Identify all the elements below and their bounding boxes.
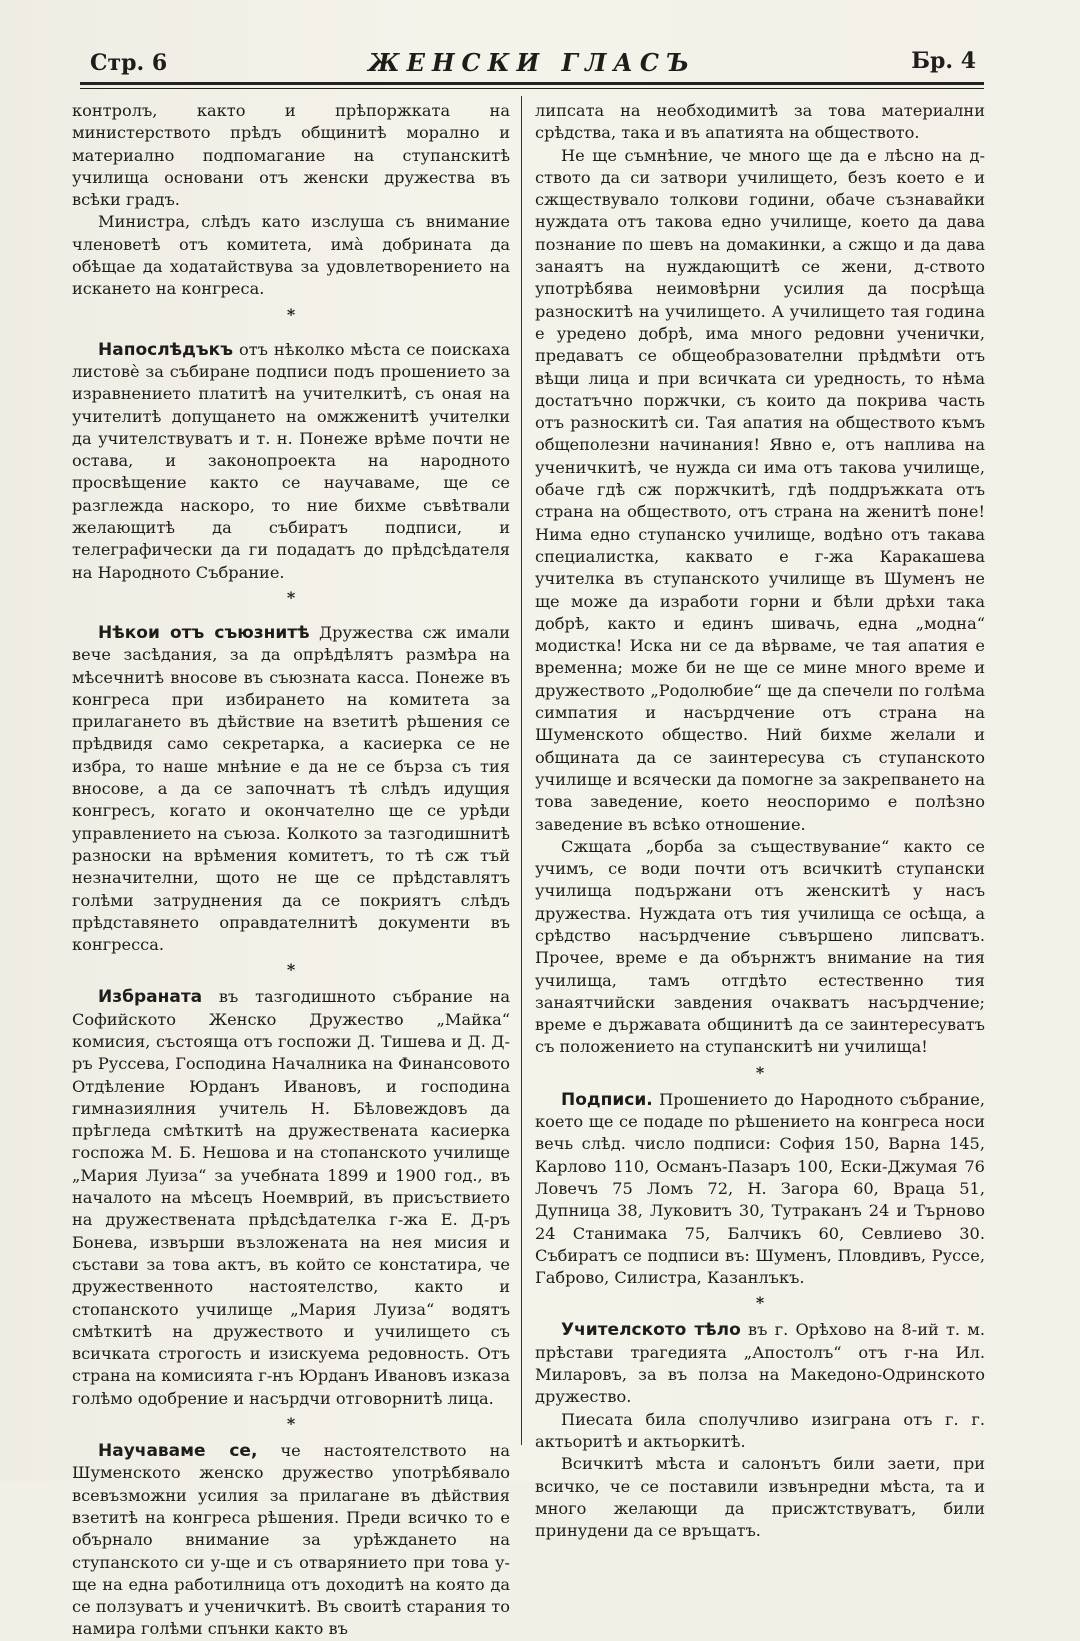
article-text: отъ нѣколко мѣста се поискаха листовѐ за събиране подписи подъ прошението за изравнението платитѣ на учителкитѣ, съ оная на учителитѣ допущането на омжженитѣ учителки да учителствуватъ и т. н. Понеже врѣме почти не остава, и законопроекта на народното просвѣщение както се научаваме, ще се разглежда наскоро, то ние бихме съвѣтвали желающитѣ да събиратъ подписи, и телеграфически да ги подадатъ до прѣдсѣдателя на Народното Събрание. xyxy=(72,339,510,582)
issue-number: Бр. 4 xyxy=(911,48,976,74)
paragraph: Пиесата била сполучливо изиграна отъ г. г. актьоритѣ и актьоркитѣ. xyxy=(535,1409,985,1451)
article-text: че настоятелството на Шуменското женско дружество употрѣбявало всевъзможни усилия за прилагане въ дѣйствия взетитѣ на конгреса рѣшения. Преди всичко то е обърнало внимание за урѣждането на ступанското си у-ще и съ отварянието при това у-ще на една работилница отъ доходитѣ на която да се ползуватъ и ученичкитѣ. Въ своитѣ старания то намира голѣми спънки както въ xyxy=(72,1441,511,1639)
page-number: Стр. 6 xyxy=(90,50,168,76)
article-text: въ г. Орѣхово на 8-ий т. м. прѣстави трагедията „Апостолъ“ отъ г-на Ил. Миларовъ, за въ полза на Македоно-Одринското дружество. xyxy=(535,1320,986,1407)
article-izbranata xyxy=(72,986,510,1410)
column-divider xyxy=(521,96,522,1445)
section-separator: * xyxy=(755,1293,765,1313)
left-column xyxy=(72,100,511,1639)
article-lead: Нѣкои отъ съюзнитѣ xyxy=(98,622,310,643)
article-lead: Избраната xyxy=(98,987,203,1008)
section-separator: * xyxy=(286,1414,296,1434)
paragraph: контролъ, както и прѣпоржката на министерството прѣдъ общинитѣ морално и материално подпомагание на ступанскитѣ училища основани отъ женски дружества въ всѣки градъ. xyxy=(72,101,510,210)
right-column xyxy=(535,100,986,1541)
article-lead: Научаваме се, xyxy=(98,1441,258,1462)
section-separator: * xyxy=(286,960,296,980)
article-lead: Подписи. xyxy=(561,1089,653,1110)
article-text: въ тазгодишното събрание на Софийското Женско Дружество „Майка“ комисия, състояща отъ госпожи Д. Тишева и Д. Д-ръ Руссева, Господина Началника на Финансовото Отдѣление Юрданъ Ивановъ, и господина гимназиялния учитель Н. Бѣловеждовъ да прѣгледа смѣткитѣ на дружествената касиерка госпожа М. Б. Нешова и на стопанското училище „Мария Луиза“ за учебната 1899 и 1900 год., въ началото на мѣсецъ Ноемврий, въ присъствието на дружествената прѣдсѣдателка г-жа Е. Д-ръ Бонева, извърши възложената на нея мисия и състави за това актъ, въ който се констатира, че дружественното настоятелство, както и стопанското училище „Мария Луиза“ водятъ смѣткитѣ на дружеството и училището съ всичката строгость и изискуема редовность. Отъ страна на комисията г-нъ Юрданъ Ивановъ изказа голѣмо одобрение и насърдчи отговорнитѣ лица. xyxy=(72,987,510,1408)
article-lead: Учителското тѣло xyxy=(561,1320,741,1341)
paragraph: Не ще съмнѣние, че много ще да е лѣсно на д-ството да си затвори училището, безъ което е и сжществувало толкови години, обаче съзнавайки нуждата отъ такова едно училище, което да дава познание по шевъ на домакинки, а сжщо и да дава занаятъ на нуждающитѣ се жени, д-ството употрѣбява неимовѣрни усилия да посрѣща разноскитѣ на училището. А училището тая година е уредено добрѣ, има много редовни ученички, предаватъ се общеобразователни прѣдмѣти отъ вѣщи лица и при всичката си уредность, то нѣма достатъчно поржчки, съ които да покрива часть отъ разноскитѣ си. Тая апатия на обществото къмъ общеполезни начинания! Явно е, отъ наплива на ученичкитѣ, че нужда си има отъ такова училище, обаче гдѣ сж поржчкитѣ, гдѣ поддръжката отъ страна на обществото, отъ страна на женитѣ поне! Нима едно ступанско училище, водѣно отъ такава специалистка, каквато е г-жа Каракашева учителка въ ступанското училище въ Шуменъ не ще може да изработи горни и бѣли дрѣхи така добрѣ, както и единъ шивачь, една „модна“ модистка! Иска ни се да вѣрваме, че тая апатия е временна; може би не ще се мине много време и дружеството „Родолюбие“ ще да спечели по голѣма симпатия и насърдчение отъ страна на Шуменското общество. Ний бихме желали и общината да се заинтересува съ ступанското училище и всячески да помогне за закрепването на това заведение, което неоспоримо е полѣзно заведение въ всѣко отношение. xyxy=(535,145,985,834)
paragraph: Всичкитѣ мѣста и салонътъ били заети, при всичко, че се поставили извънредни мѣста, та и много желающи да присжтствуватъ, били принудени да се връщатъ. xyxy=(535,1454,985,1541)
article-nauchavame xyxy=(72,1440,510,1641)
header-rule-thin xyxy=(80,88,984,89)
paragraph: Сжщата „борба за съществувание“ както се учимъ, се води почти отъ всичкитѣ ступански училища подържани отъ женскитѣ у насъ дружества. Нуждата отъ тия училища се осѣща, а срѣдство насърдчение съвършено липсватъ. Прочее, време е да обърнжтъ внимание на тия училища, тамъ отгдѣто естественно тия занаятчийски завдения очакватъ насърдчение; време е държавата общинитѣ да се заинтересуватъ съ положението на ступанскитѣ ни училища! xyxy=(535,836,985,1057)
article-text: Дружества сж имали вече засѣдания, за да опрѣдѣлятъ размѣра на мѣсечнитѣ вносове въ съюзната касса. Понеже въ конгреса при избирането на комитета за прилагането въ дѣйствие на взетитѣ рѣшения се прѣдвидя само секретарка, а касиерка се не избра, то наше мнѣние е да не се бърза съ тия вносове, а да се започнатъ тѣ слѣдъ идущия конгресъ, когато и окончателно ще се урѣди управлението на съюза. Колкото за тазгодишнитѣ разноски на врѣмения комитетъ, то тѣ сж тъй незначителни, щото не ще се прѣдставлятъ голѣми затруднения да се покриятъ слѣдъ прѣдставянето оправдателнитѣ документи въ конгресса. xyxy=(72,622,510,955)
paragraph: липсата на необходимитѣ за това материални срѣдства, така и въ апатията на обществото. xyxy=(535,101,985,143)
section-separator: * xyxy=(286,587,296,607)
paragraph: Министра, слѣдъ като изслуша съ внимание членоветѣ отъ комитета, имà добрината да обѣщае да ходатайствува за удовлетворението на искането на конгреса. xyxy=(72,212,510,299)
section-separator: * xyxy=(286,304,296,324)
page-header xyxy=(80,44,984,84)
section-separator: * xyxy=(755,1062,765,1082)
article-najposledak xyxy=(72,339,510,584)
article-sajuzni xyxy=(72,622,510,956)
article-podpisi xyxy=(535,1089,985,1290)
article-uchitelsko-telo xyxy=(535,1319,985,1408)
header-rule-thick xyxy=(80,82,984,85)
article-lead: Напослѣдъкъ xyxy=(98,339,233,360)
newspaper-title: ЖЕНСКИ ГЛАСЪ xyxy=(368,48,696,77)
article-text: Прошението до Народното събрание, което ще се подаде по рѣшението на конгреса носи вечь слѣд. число подписи: София 150, Варна 145, Карлово 110, Османъ-Пазаръ 100, Ески-Джумая 76 Ловечъ 75 Ломъ 72, Н. Загора 60, Враца 51, Дупница 38, Луковитъ 30, Тутраканъ 24 и Търново 24 Станимака 75, Балчикъ 60, Севлиево 30. Събиратъ се подписи въ: Шуменъ, Пловдивъ, Руссе, Габрово, Силистра, Казанлъкъ. xyxy=(535,1089,985,1288)
